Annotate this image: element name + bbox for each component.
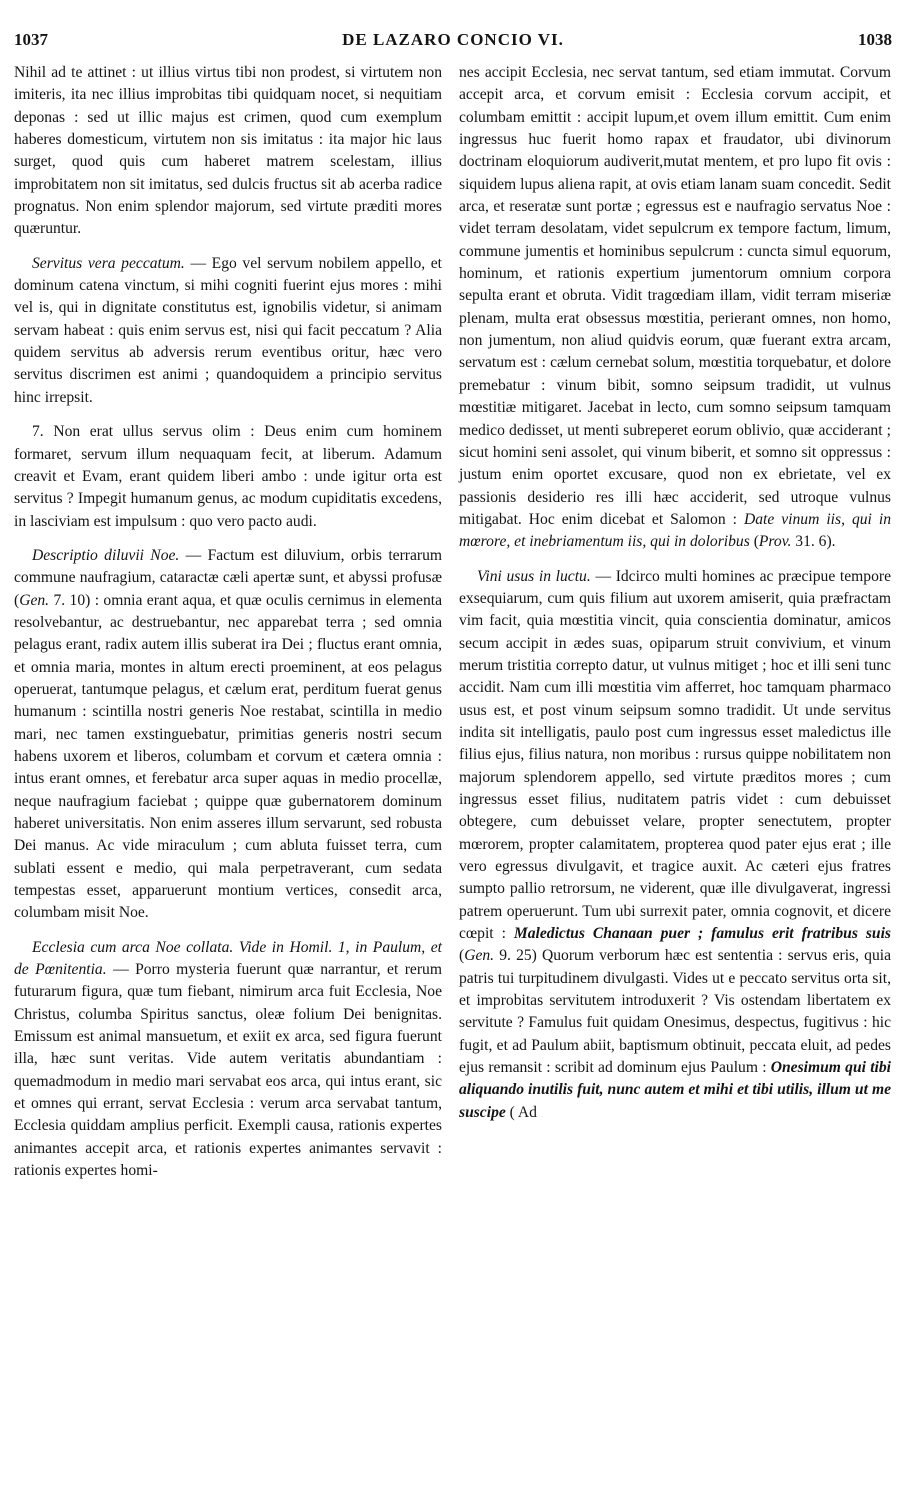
- page-number-right: 1038: [858, 30, 892, 49]
- paragraph-text: — Factum est diluvium, orbis terrarum commune naufragium, cataractæ cæli apertæ sunt, et abyssi profusæ (: [14, 546, 442, 609]
- paragraph-text: Nihil ad te attinet : ut illius virtus tibi non prodest, si virtutem non imiteris, ita nec illius improbitas tibi quidquam nocet, si nequitiam deponas : sed ut illic majus est crimen, quod cum exemplum haberes domesticum, virtutem non sis imitatus : ita major hic laus surget, quod quis cum haberet matrem scelestam, illius improbitatem non sit imitatus, sed dulcis fructus sit ab acerba radice prognatus. Non enim splendor majorum, sed virtute præditi mores quæruntur.: [14, 64, 442, 238]
- paragraph-text: Non erat ullus servus olim : Deus enim cum hominem formaret, servum illum nequaquam fecit, at liberum. Adamum creavit et Evam, erant quidem liberi ambo : unde igitur orta est servitus ? Impegit humanum genus, ac modum cupiditatis excedens, in lasciviam est impulsum : quo vero pacto audi.: [14, 423, 442, 530]
- paragraph-servitus: [14, 253, 442, 409]
- left-column: [14, 62, 442, 1195]
- paragraph-text: — Porro mysteria fuerunt quæ narrantur, et rerum futurarum figura, quæ tum fiebant, nimirum arca fuit Ecclesia, Noe Christus, columba Spiritus sanctus, oleæ folium Dei benignitas. Emissum est animal mansuetum, et exiit ex arca, sed figura fuerunt illa, hæc sunt veritas. Vide autem veritatis abundantiam : quemadmodum in medio mari servabat eos arca, qui intus erant, sic et omnes qui errant, servat Ecclesia : verum arca servabat tantum, Ecclesia quiddam amplius perficit. Exempli causa, rationis expertes animantes accepit arca, et rationis expertes animantes servavit : rationis expertes homi-: [14, 961, 442, 1180]
- paragraph-text: nes accipit Ecclesia, nec servat tantum, sed etiam immutat. Corvum accepit arca, et corvum emisit : Ecclesia corvum accipit, et columbam emittit : accipit lupum,et ovem illum emittit. Cum enim ingressus huc fuerit homo rapax et fraudator, ubi divinorum doctrinam eloquiorum audiverit,mutat mentem, et pro lupo fit ovis : siquidem lupus aliena rapit, at ovis etiam lanam suam concedit. Sedit arca, et reseratæ sunt portæ ; egressus est e naufragio servatus Noe : videt terram desolatam, videt sepulcrum ex tempore factum, limum, commune jumentis et hominibus sepulcrum : cuncta simul equorum, hominum, et rationis expertium jumentorum omnium corpora sepulta erant et obruta. Vidit tragœdiam illam, vidit terram miseriæ plenam, multa erat obsessus mœstitia, perierant omnes, non homo, non jumentum, non aliud quidvis eorum, quæ fuerant extra arcam, servatum est : cælum cernebat solum, mœstitia torquebatur, et dolore premebatur : vinum bibit, somno seipsum tradidit, ut vulnus mœstitiæ mitigaret. Jacebat in lecto, cum somno seipsum tamquam medico dedisset, ut menti subreperet eorum oblivio, quæ acciderant ; sicut homini seni assolet, qui vinum biberit, et somno sit oppressus : justum enim oportet excusare, quod non ex ebrietate, vel ex passionis desiderio res illi hæc acciderit, sed utroque vulnus mitigabat. Hoc enim dicebat et Salomon :: [459, 64, 891, 528]
- paragraph-diluvium: [14, 545, 442, 925]
- paragraph-text: Quorum verborum hæc est sententia : servus eris, quia patris tui turpitudinem divulgasti. Vides ut e peccato servitus orta sit, et improbitas servitutem introduxerit ? Vis ostendam libertatem ex servitute ? Famulus fuit quidam Onesimus, despectus, fugitivus : hic fugit, et ad Paulum abiit, baptismum obtinuit, peccata eluit, ad pedes ejus remansit : scribit ad dominum ejus Paulum :: [459, 947, 891, 1077]
- paragraph-continued: [459, 62, 891, 554]
- paragraph-ecclesia: [14, 937, 442, 1183]
- running-title: DE LAZARO CONCIO VI.: [342, 30, 564, 49]
- paragraph-text: ( Ad: [505, 1103, 537, 1121]
- scripture-reference: Prov.: [758, 533, 792, 551]
- scripture-reference: Gen.: [19, 591, 50, 609]
- paragraph-vini-usus: [459, 566, 891, 1125]
- paragraph-text: 7. 10) : omnia erant aqua, et quæ oculis cernimus in elementa resolvebantur, ac destruebantur, nec apparebat terra ; sed omnia pelagus erant, radix autem illis suberat ira Dei ; fluctus erant omnia, et omnia maria, montes in altum erecti proeminent, at eos pelagus operuerat, tantumque pelagus, et cælum erat, perditum fuerat genus humanum : scintilla nostri generis Noe restabat, scintilla in medio mari, nec tamen exstinguebatur, primitias generis nostri secum habens uxorem et liberos, columbam et corvum et cætera omnia : intus erant omnes, et ferebatur arca super aquas in medio procellæ, neque naufragium faciebat ; quippe quæ gubernatorem dominum haberet universitatis. Non enim asseres illum servarunt, sed robusta Dei manus. Ac vide miraculum ; cum abluta fuisset terra, cum sublati essent e medio, qui mala perpetraverant, cum sedata tempestas esset, apparuerunt montium vertices, consedit arca, columbam misit Noe.: [14, 591, 442, 922]
- paragraph-text: — Ego vel servum nobilem appello, et dominum catena vinctum, si mihi cogniti fuerint ejus mores : mihi vel is, qui in dignitate constitutus est, ignobilis videtur, si animam servam habeat : quis enim servus est, nisi qui facit peccatum ? Alia quidem servitus ab adversis rerum eventibus oritur, hæc vero servitus discrimen est animi ; quandoquidem a principio servitus hinc irrepsit.: [14, 254, 443, 406]
- right-column: [459, 62, 891, 1136]
- scripture-quote: Maledictus Chanaan puer ; famulus erit fratribus suis: [513, 925, 891, 943]
- section-rubric: Descriptio diluvii Noe.: [32, 546, 180, 564]
- section-rubric: Ecclesia cum arca Noe collata. Vide in Homil. 1, in Paulum, et de Pœnitentia.: [14, 938, 442, 979]
- scripture-quote: Date vinum iis, qui in mœrore, et inebriamentum iis, qui in doloribus: [459, 510, 892, 551]
- paragraph-text: — Idcirco multi homines ac præcipue tempore exsequiarum, cum quis filium aut uxorem amiserit, quia præfractam vim facit, quia mœstitia vincit, quia conscientia dominatur, amicos secum accipit in ædes suas, opiparum struit convivium, et vinum merum tristitia correpto datur, ut vulnus mitiget ; hoc et illi seni tunc accidit. Nam cum illi mœstitia vim afferret, hoc tamquam pharmaco usus est, et post vinum seipsum somno tradidit. Ut unde servitus indita sit intelligatis, paulo post cum ingressus esset maledictus ille filius ejus, filius natura, non moribus : rursus quippe nobilitatem non majorum splendorem appello, sed virtute præditos mores ; cum ingressus esset filius, nuditatem patris videt : cum debuisset obtegere, cum debuisset velare, propter senectutem, propter mœrorem, propter calamitatem, propterea quod pater ejus erat ; ille vero egressus divulgavit, et tragice auxit. Ac cæteri ejus fratres sumpto pallio retrorsum, ne viderent, quæ ille divulgaverat, ingressi patrem operuerunt. Tum ubi surrexit pater, omnia cognovit, et dicere cœpit :: [459, 567, 892, 943]
- section-number: 7.: [32, 423, 44, 441]
- page-header: [14, 30, 892, 56]
- page-number-left: 1037: [14, 30, 48, 49]
- paragraph-text: (: [749, 533, 759, 551]
- scripture-reference: Gen.: [464, 947, 495, 965]
- paragraph-text: 31. 6).: [791, 533, 836, 551]
- scripture-quote: Onesimum qui tibi aliquando inutilis fuit, nunc autem et mihi et tibi utilis, illum ut me suscipe: [459, 1059, 891, 1121]
- paragraph-text: (: [459, 947, 465, 965]
- paragraph-numbered-7: [14, 421, 442, 533]
- paragraph-continued: [14, 62, 442, 241]
- paragraph-text: 9. 25): [494, 947, 542, 965]
- section-rubric: Servitus vera peccatum.: [32, 254, 185, 272]
- section-rubric: Vini usus in luctu.: [477, 567, 591, 585]
